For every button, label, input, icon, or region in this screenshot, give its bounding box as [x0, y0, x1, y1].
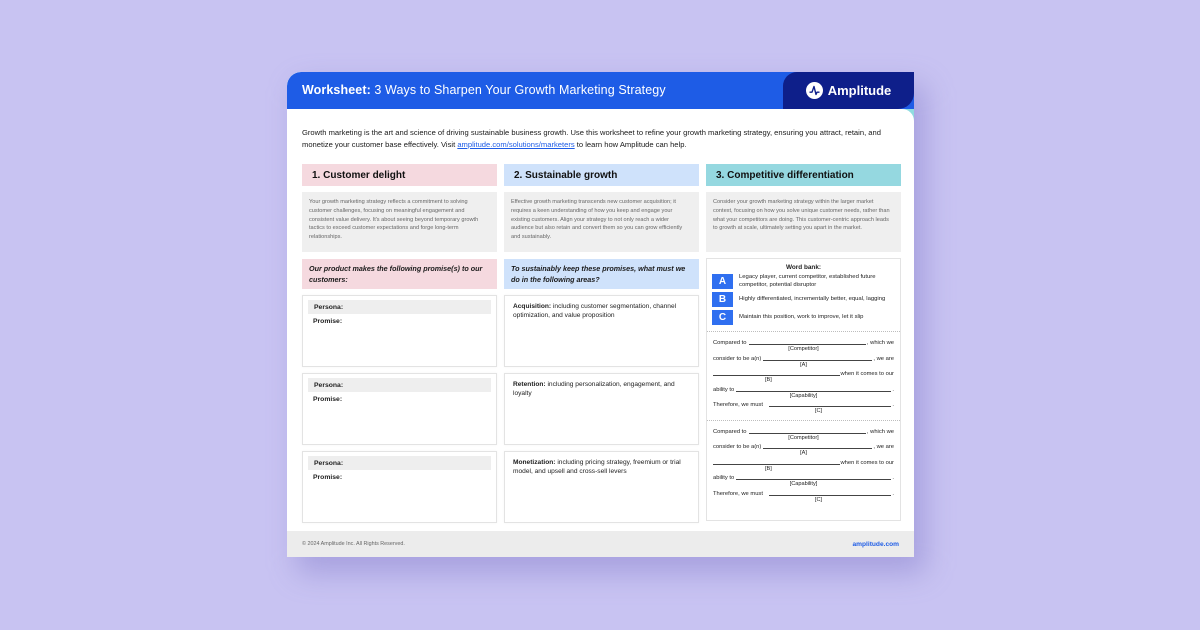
c-blank[interactable] [769, 406, 891, 407]
blank-caption: [C] [814, 408, 823, 414]
copyright-text: © 2024 Amplitude Inc. All Rights Reserved. [302, 541, 405, 547]
word-bank-letter: A [712, 274, 733, 289]
brand-tab [783, 72, 914, 109]
promise-label[interactable]: Promise: [313, 474, 343, 481]
area-text [510, 378, 693, 402]
worksheet-page [287, 72, 914, 557]
area-label: Monetization: [513, 459, 556, 466]
promise-label[interactable]: Promise: [313, 318, 343, 325]
brand-name: Amplitude [827, 83, 892, 98]
column-description: Consider your growth marketing strategy within the larger market context, focusing on how you solve unique customer needs, rather than what your competitors are doing. This customer-centric approach leads to growth at scale, ultimately setting you apart in the market. [706, 192, 901, 252]
word-bank-letter: C [712, 310, 733, 325]
word-bank-item [712, 310, 900, 325]
word-bank-text: Legacy player, current competitor, established future competitor, potential disruptor [739, 274, 876, 288]
column-prompt: To sustainably keep these promises, what must we do in the following areas? [504, 259, 699, 289]
fill-label: consider to be a(n) [713, 444, 762, 450]
intro-text: Growth marketing is the art and science of driving sustainable business growth. Use this worksheet to refine your growth marketing strategy, ensuring you attract, retain, and monetize your customer base effectively. Visit [302, 128, 881, 149]
intro-text-end: to learn how Amplitude can help. [574, 140, 687, 149]
b-blank[interactable] [713, 375, 840, 376]
differentiation-box [706, 258, 901, 521]
intro-paragraph [302, 127, 902, 151]
page-title [302, 83, 666, 97]
column-prompt: Our product makes the following promise(s) to our customers: [302, 259, 497, 289]
blank-caption: [C] [814, 496, 823, 503]
fill-label: , we are [873, 444, 894, 450]
fill-label: . [892, 402, 894, 408]
blank-caption: [Capability] [789, 481, 818, 487]
amplitude-logo-icon [806, 82, 823, 99]
fill-label: Therefore, we must [713, 402, 763, 408]
area-box-acquisition[interactable] [504, 295, 699, 367]
fill-label: , which we [866, 428, 894, 435]
area-text [510, 300, 693, 324]
area-label: Acquisition: [513, 303, 552, 310]
word-bank-text: Highly differentiated, incrementally better, equal, lagging [739, 295, 886, 302]
word-bank-letter: B [712, 292, 733, 307]
column-sustainable-growth [504, 164, 699, 523]
column-description: Effective growth marketing transcends new customer acquisition; it requires a keen understanding of how you keep and engage your existing customers. Align your strategy to not only reach a wider audience but also retain and convert them so you can grow efficiently and sustainably. [504, 192, 699, 252]
column-description: Your growth marketing strategy reflects a commitment to solving customer challenges, focusing on meaningful engagement and consistent value delivery. It's about seeing beyond temporary growth tactics to exceed customer expectations and forge long-term relationships. [302, 192, 497, 252]
title-rest: 3 Ways to Sharpen Your Growth Marketing Strategy [370, 83, 666, 97]
area-description: including personalization, engagement, and loyalty [513, 381, 675, 397]
fill-label: , we are [873, 355, 894, 362]
fill-label: . [892, 490, 894, 497]
blank-caption: [B] [765, 465, 772, 472]
fill-label: , which we [866, 340, 894, 346]
word-bank-item [712, 292, 900, 307]
fill-in-statement-2 [707, 421, 900, 505]
word-bank-text: Maintain this position, work to improve, let it slip [739, 313, 864, 320]
persona-label[interactable]: Persona: [308, 456, 491, 470]
blank-caption: [Competitor] [788, 346, 819, 352]
blank-caption: [B] [765, 377, 772, 383]
area-description: including customer segmentation, channel optimization, and value proposition [513, 303, 677, 319]
blank-caption: [Competitor] [788, 434, 819, 441]
fill-label: Compared to [713, 340, 747, 346]
site-link[interactable]: amplitude.com [852, 540, 899, 548]
fill-label: when it comes to our [840, 371, 894, 377]
column-heading: 2. Sustainable growth [504, 164, 699, 186]
fill-label: Therefore, we must [713, 490, 763, 497]
blank-caption: [Capability] [789, 392, 818, 399]
fill-label: ability to [713, 475, 735, 481]
persona-promise-box[interactable] [302, 373, 497, 445]
fill-label: . [892, 475, 894, 481]
b-blank[interactable] [713, 464, 840, 465]
a-blank[interactable] [763, 360, 872, 361]
persona-label[interactable]: Persona: [308, 300, 491, 314]
word-bank-item [712, 274, 900, 289]
fill-in-statement-1 [707, 332, 900, 416]
competitor-blank[interactable] [749, 433, 866, 434]
area-box-retention[interactable] [504, 373, 699, 445]
c-blank[interactable] [769, 495, 891, 496]
capability-blank[interactable] [736, 479, 891, 480]
a-blank[interactable] [763, 448, 872, 449]
header-bar [287, 72, 914, 109]
area-description: including pricing strategy, freemium or trial model, and upsell and cross-sell levers [513, 459, 681, 475]
fill-label: consider to be a(n) [713, 355, 762, 362]
area-label: Retention: [513, 381, 546, 388]
word-bank-title: Word bank: [785, 264, 822, 271]
fill-label: . [892, 386, 894, 393]
title-bold: Worksheet: [302, 83, 371, 97]
area-box-monetization[interactable] [504, 451, 699, 523]
fill-label: Compared to [713, 428, 747, 435]
column-heading: 1. Customer delight [302, 164, 497, 186]
competitor-blank[interactable] [749, 344, 866, 345]
persona-promise-box[interactable] [302, 295, 497, 367]
footer [287, 531, 914, 557]
fill-label: ability to [713, 386, 735, 393]
column-competitive-differentiation [706, 164, 901, 521]
blank-caption: [A] [800, 450, 807, 456]
area-text [510, 456, 693, 480]
persona-label[interactable]: Persona: [308, 378, 491, 392]
column-customer-delight [302, 164, 497, 523]
fill-label: when it comes to our [840, 459, 894, 466]
promise-label[interactable]: Promise: [313, 396, 343, 403]
marketers-link[interactable]: amplitude.com/solutions/marketers [457, 140, 575, 149]
persona-promise-box[interactable] [302, 451, 497, 523]
blank-caption: [A] [800, 361, 807, 368]
column-heading: 3. Competitive differentiation [706, 164, 901, 186]
capability-blank[interactable] [736, 391, 891, 392]
